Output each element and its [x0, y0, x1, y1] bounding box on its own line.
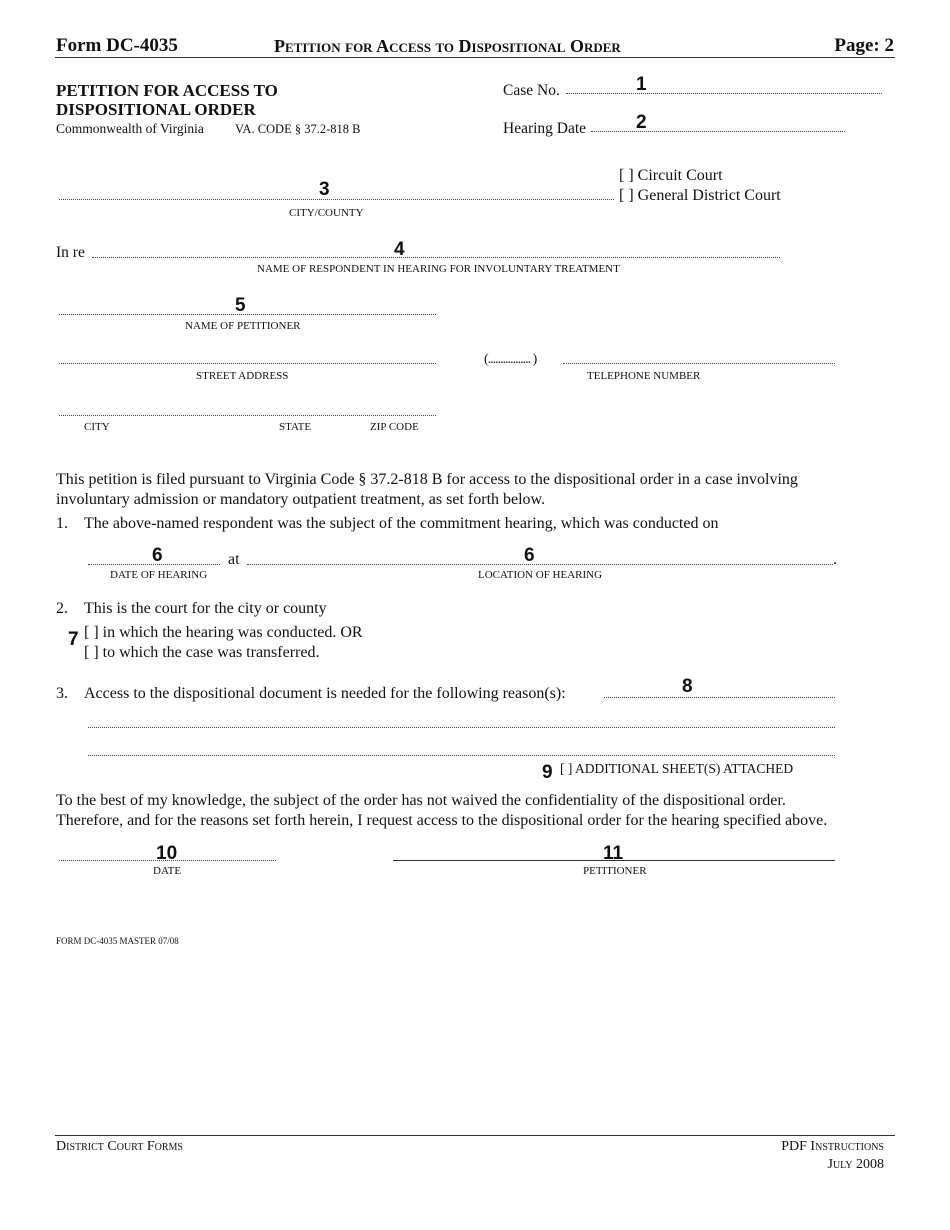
hearing-date-field[interactable]	[591, 131, 845, 132]
location-of-hearing-field[interactable]	[247, 564, 833, 565]
form-title-line1: PETITION FOR ACCESS TO	[56, 81, 278, 100]
additional-sheets-box[interactable]: [ ]	[560, 761, 573, 776]
city-county-field[interactable]	[59, 199, 614, 200]
general-district-court-box[interactable]: [ ]	[619, 187, 634, 204]
form-id: Form DC-4035	[56, 35, 178, 56]
va-code: VA. CODE § 37.2-818 B	[235, 122, 361, 136]
marker-2: 2	[636, 112, 647, 133]
city-label: CITY	[84, 421, 110, 433]
marker-8: 8	[682, 676, 693, 697]
case-transferred-box[interactable]: [ ]	[84, 644, 99, 661]
marker-10: 10	[156, 843, 178, 864]
additional-sheets-checkbox[interactable]	[560, 761, 793, 777]
item-3-number: 3.	[56, 685, 68, 702]
reason-field-line-1[interactable]	[604, 697, 835, 698]
at-label: at	[228, 551, 240, 568]
petitioner-name-label: NAME OF PETITIONER	[185, 320, 301, 332]
footer-rule	[55, 1135, 895, 1136]
general-district-court-checkbox[interactable]	[619, 187, 781, 205]
marker-7: 7	[68, 629, 79, 650]
closing-line-1: To the best of my knowledge, the subject of the order has not waived the confidentiality of the dispositional order.	[56, 792, 786, 809]
footer-right-line2: July 2008	[827, 1157, 884, 1172]
footer-right-line1: PDF Instructions	[781, 1139, 884, 1154]
page-number: Page: 2	[834, 35, 894, 56]
circuit-court-label: Circuit Court	[637, 167, 723, 184]
intro-line-2: involuntary admission or mandatory outpatient treatment, as set forth below.	[56, 491, 546, 508]
footer-left: District Court Forms	[56, 1139, 183, 1154]
in-re-label: In re	[56, 244, 85, 261]
reason-field-line-2[interactable]	[88, 727, 835, 728]
intro-line-1: This petition is filed pursuant to Virginia Code § 37.2-818 B for access to the dispositional order in a case involving	[56, 471, 798, 488]
case-no-label: Case No.	[503, 82, 560, 99]
case-transferred-checkbox[interactable]	[84, 644, 319, 662]
header-rule	[55, 57, 895, 58]
item-2-text: This is the court for the city or county	[84, 600, 327, 617]
marker-1: 1	[636, 74, 647, 95]
general-district-court-label: General District Court	[637, 187, 781, 204]
page-header-title: Petition for Access to Dispositional Order	[274, 36, 621, 56]
marker-9: 9	[542, 762, 553, 783]
location-of-hearing-label: LOCATION OF HEARING	[478, 569, 603, 581]
jurisdiction: Commonwealth of Virginia	[56, 121, 204, 136]
circuit-court-box[interactable]: [ ]	[619, 167, 634, 184]
state-label: STATE	[279, 421, 312, 433]
hearing-conducted-label: in which the hearing was conducted. OR	[102, 624, 363, 641]
respondent-label: NAME OF RESPONDENT IN HEARING FOR INVOLUNTARY TREATMENT	[257, 263, 620, 275]
city-county-label: CITY/COUNTY	[289, 207, 364, 219]
marker-6-date: 6	[152, 545, 163, 566]
reason-field-line-3[interactable]	[88, 755, 835, 756]
item-1-text: The above-named respondent was the subject of the commitment hearing, which was conducted on	[84, 515, 719, 532]
zip-code-label: ZIP CODE	[370, 421, 419, 433]
date-of-hearing-label: DATE OF HEARING	[110, 569, 208, 581]
circuit-court-checkbox[interactable]	[619, 167, 723, 185]
case-no-field[interactable]	[566, 93, 882, 94]
petitioner-label: PETITIONER	[583, 865, 647, 877]
item-3-text: Access to the dispositional document is needed for the following reason(s):	[84, 685, 566, 702]
street-address-field[interactable]	[59, 363, 436, 364]
marker-4: 4	[394, 239, 405, 260]
additional-sheets-label: ADDITIONAL SHEET(S) ATTACHED	[575, 761, 794, 776]
item-1-number: 1.	[56, 515, 68, 532]
form-master-code: FORM DC-4035 MASTER 07/08	[56, 936, 179, 946]
item-2-number: 2.	[56, 600, 68, 617]
phone-area-code-field[interactable]: (................. )	[484, 352, 537, 367]
form-title-line2: DISPOSITIONAL ORDER	[56, 100, 256, 119]
respondent-field[interactable]	[92, 257, 780, 258]
city-state-zip-field[interactable]	[59, 415, 436, 416]
period: .	[833, 551, 837, 568]
marker-11: 11	[603, 843, 624, 864]
marker-6-location: 6	[524, 545, 535, 566]
marker-3: 3	[319, 179, 330, 200]
date-label: DATE	[153, 865, 182, 877]
hearing-date-label: Hearing Date	[503, 120, 587, 137]
case-transferred-label: to which the case was transferred.	[102, 644, 320, 661]
petitioner-name-field[interactable]	[59, 314, 436, 315]
telephone-label: TELEPHONE NUMBER	[587, 370, 701, 382]
street-address-label: STREET ADDRESS	[196, 370, 289, 382]
hearing-conducted-checkbox[interactable]	[84, 624, 363, 642]
hearing-conducted-box[interactable]: [ ]	[84, 624, 99, 641]
marker-5: 5	[235, 295, 246, 316]
telephone-field[interactable]	[563, 363, 835, 364]
closing-line-2: Therefore, and for the reasons set forth herein, I request access to the dispositional order for the hearing specified above.	[56, 812, 828, 829]
